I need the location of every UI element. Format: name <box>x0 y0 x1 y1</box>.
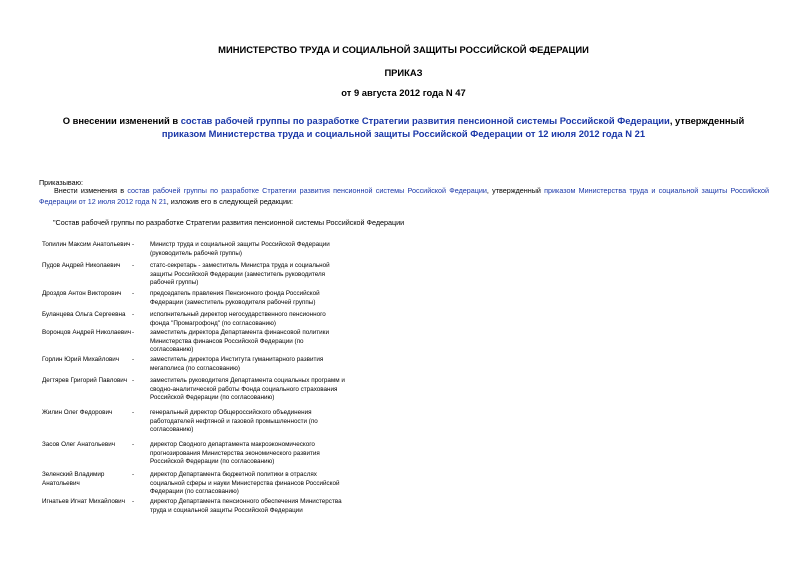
title-text: , утвержденный <box>669 115 745 126</box>
member-role: директор Сводного департамента макроэкономического прогнозирования Министерства экономического развития Российской Федерации (по согласованию) <box>150 441 320 466</box>
dash-separator: - <box>132 241 135 248</box>
member-role: директор Департамента бюджетной политики в отраслях социальной сферы и науки Министерства финансов Российской Федерации (по согласованию) <box>150 471 340 496</box>
dash-separator: - <box>132 329 135 336</box>
dash-separator: - <box>132 356 135 363</box>
dash-separator: - <box>132 262 135 269</box>
paragraph-text: , утвержденный <box>486 186 545 195</box>
member-role: заместитель директора Института гуманитарного развития мегаполиса (по согласованию) <box>150 356 324 372</box>
paragraph-link-order[interactable]: приказом Министерства труда и социальной защиты Российской Федерации от 12 июля 2012 года N 21 <box>39 186 770 206</box>
title-link-order[interactable]: приказом Министерства труда и социальной защиты Российской Федерации от 12 июля 2012 года N 21 <box>161 127 646 139</box>
member-name: Игнатьев Игнат Михайлович <box>42 498 125 505</box>
member-name: Воронцов Андрей Николаевич <box>42 329 132 336</box>
paragraph-link-working-group[interactable]: состав рабочей группы по разработке Стратегии развития пенсионной системы Российской Федерации <box>127 186 487 195</box>
dash-separator: - <box>132 409 135 416</box>
dash-separator: - <box>132 471 135 478</box>
member-role: статс-секретарь - заместитель Министра труда и социальной защиты Российской Федерации (заместитель руководителя рабочей группы) <box>150 262 330 287</box>
dash-separator: - <box>132 311 135 318</box>
document-date: от 9 августа 2012 года N 47 <box>341 87 466 98</box>
member-name: Пудов Андрей Николаевич <box>42 262 121 269</box>
member-role: исполнительный директор негосударственного пенсионного фонда "Промагрофонд" (по согласованию) <box>150 311 326 327</box>
member-name: Дроздов Антон Викторович <box>42 290 122 297</box>
paragraph-text: Внести изменения в <box>54 186 128 195</box>
dash-separator: - <box>132 441 135 448</box>
member-name: Засов Олег Анатольевич <box>42 441 115 448</box>
member-role: заместитель директора Департамента финансовой политики Министерства финансов Российской Федерации (по согласованию) <box>150 329 329 354</box>
dash-separator: - <box>132 498 135 505</box>
member-role: директор Департамента пенсионного обеспечения Министерства труда и социальной защиты Российской Федерации <box>150 498 342 514</box>
member-name: Топилин Максим Анатольевич <box>42 241 131 248</box>
ministry-heading: МИНИСТЕРСТВО ТРУДА И СОЦИАЛЬНОЙ ЗАЩИТЫ РОССИЙСКОЙ ФЕДЕРАЦИИ <box>218 44 589 55</box>
member-role: председатель правления Пенсионного фонда Российской Федерации (заместитель руководителя рабочей группы) <box>150 290 320 306</box>
member-name: Горлин Юрий Михайлович <box>42 356 120 363</box>
dash-separator: - <box>132 377 135 384</box>
member-name: Дегтярев Григорий Павлович <box>42 377 128 384</box>
member-role: Министр труда и социальной защиты Российской Федерации (руководитель рабочей группы) <box>150 241 330 257</box>
document-title <box>50 115 757 140</box>
document-type: ПРИКАЗ <box>384 67 423 78</box>
order-word: Приказываю: <box>39 178 83 187</box>
paragraph-text: , изложив его в следующей редакции: <box>166 197 294 206</box>
composition-heading: "Состав рабочей группы по разработке Стратегии развития пенсионной системы Российской Федерации <box>53 218 405 227</box>
member-role: генеральный директор Общероссийского объединения работодателей нефтяной и газовой промышленности (по согласованию) <box>150 409 318 434</box>
paragraph <box>39 185 769 207</box>
title-text: О внесении изменений в <box>62 115 181 126</box>
member-name: Жилин Олег Федорович <box>42 409 113 416</box>
dash-separator: - <box>132 290 135 297</box>
member-role: заместитель руководителя Департамента социальных программ и сводно-аналитической работы Фонда социального страхования Российской Федерации (по согласованию) <box>150 377 345 402</box>
member-name: Зеленский Владимир Анатольевич <box>42 471 105 487</box>
title-link-working-group[interactable]: состав рабочей группы по разработке Стратегии развития пенсионной системы Российской Федерации <box>180 115 670 126</box>
member-name: Буланцева Ольга Сергеевна <box>42 311 126 318</box>
